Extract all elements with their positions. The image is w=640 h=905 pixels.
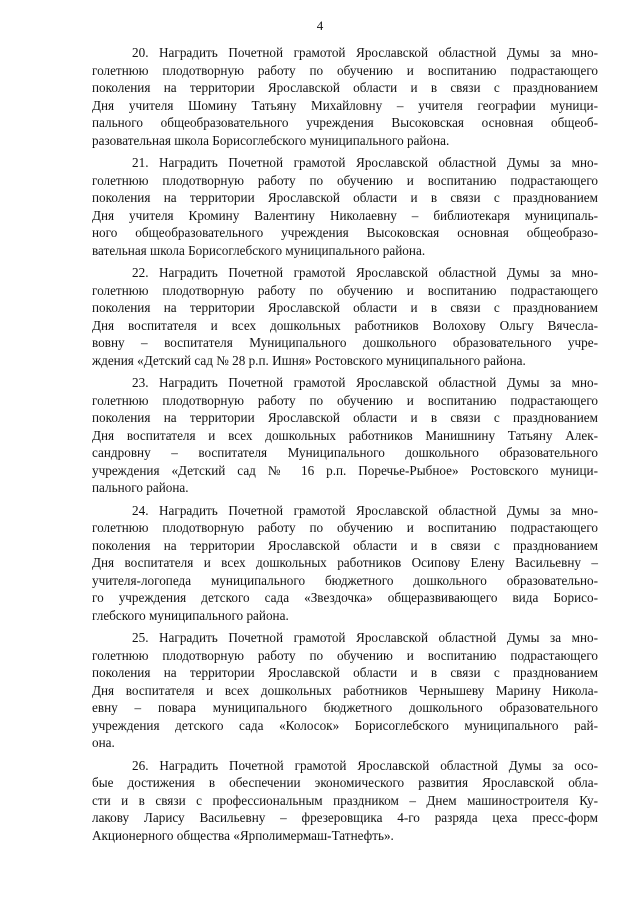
paragraph-line: Дня воспитателя и всех дошкольных работников Манишнину Татьяну Алек-: [92, 427, 598, 443]
paragraph-line: сандровну – воспитателя Муниципального дошкольного образовательного: [92, 445, 598, 460]
document-body: [92, 44, 598, 849]
paragraph-line: 24. Наградить Почетной грамотой Ярославской областной Думы за мно-: [132, 502, 598, 518]
paragraph-line: 23. Наградить Почетной грамотой Ярославской областной Думы за мно-: [132, 375, 598, 390]
paragraph-line: поколения на территории Ярославской области и в связи с празднованием: [92, 80, 598, 95]
paragraph-line: Дня воспитателя и всех дошкольных работников Осипову Елену Васильевну –: [92, 555, 598, 570]
paragraph-line: голетнюю плодотворную работу по обучению и воспитанию подрастающего: [92, 392, 598, 408]
award-paragraph: [92, 502, 598, 625]
award-paragraph: [92, 154, 598, 259]
paragraph-line: голетнюю плодотворную работу по обучению и воспитанию подрастающего: [92, 282, 598, 298]
paragraph-line: голетнюю плодотворную работу по обучению и воспитанию подрастающего: [92, 172, 598, 188]
paragraph-line: пального района.: [92, 480, 189, 495]
page-number: 4: [316, 18, 324, 33]
paragraph-line: лакову Ларису Васильевну – фрезеровщика 4-го разряда цеха пресс-форм: [92, 810, 598, 825]
award-paragraph: [92, 44, 598, 149]
paragraph-line: глебского муниципального района.: [92, 607, 289, 623]
paragraph-line: поколения на территории Ярославской области и в связи с празднованием: [92, 665, 598, 680]
paragraph-line: вовну – воспитателя Муниципального дошкольного образовательного учре-: [92, 335, 598, 350]
paragraph-line: поколения на территории Ярославской области и в связи с празднованием: [92, 537, 598, 553]
paragraph-line: сти и в связи с профессиональным праздником – Днем машиностроителя Ку-: [92, 792, 598, 808]
paragraph-line: ного общеобразовательного учреждения Высоковская основная общеобразо-: [92, 225, 598, 240]
paragraph-line: 20. Наградить Почетной грамотой Ярославской областной Думы за мно-: [132, 45, 598, 60]
paragraph-line: Дня учителя Шомину Татьяну Михайловну – учителя географии муници-: [92, 97, 598, 113]
paragraph-line: голетнюю плодотворную работу по обучению и воспитанию подрастающего: [92, 62, 598, 78]
paragraph-line: Дня воспитателя и всех дошкольных работников Волохову Ольгу Вячесла-: [92, 317, 598, 333]
award-paragraph: [92, 757, 598, 845]
paragraph-line: 21. Наградить Почетной грамотой Ярославской областной Думы за мно-: [132, 155, 598, 170]
paragraph-line: ждения «Детский сад № 28 р.п. Ишня» Ростовского муниципального района.: [92, 352, 526, 368]
paragraph-line: Дня воспитателя и всех дошкольных работников Чернышеву Марину Никола-: [92, 682, 598, 698]
award-paragraph: [92, 629, 598, 752]
paragraph-line: поколения на территории Ярославской области и в связи с празднованием: [92, 300, 598, 315]
paragraph-line: учителя-логопеда муниципального бюджетного дошкольного образовательно-: [92, 572, 598, 588]
paragraph-line: Акционерного общества «Ярполимермаш-Татнефть».: [92, 827, 394, 843]
paragraph-line: 22. Наградить Почетной грамотой Ярославской областной Думы за мно-: [132, 265, 598, 280]
paragraph-line: она.: [92, 735, 115, 750]
paragraph-line: бые достижения в обеспечении экономического развития Ярославской обла-: [92, 775, 598, 790]
paragraph-line: пального общеобразовательного учреждения Высоковская основная общеоб-: [92, 115, 598, 130]
paragraph-line: вательная школа Борисоглебского муниципального района.: [92, 242, 426, 258]
paragraph-line: евну – повара муниципального бюджетного дошкольного образовательного: [92, 700, 598, 715]
paragraph-line: учреждения «Детский сад № 16 р.п. Поречье-Рыбное» Ростовского муници-: [92, 462, 598, 478]
paragraph-line: голетнюю плодотворную работу по обучению и воспитанию подрастающего: [92, 520, 598, 535]
award-paragraph: [92, 374, 598, 497]
award-paragraph: [92, 264, 598, 369]
paragraph-line: поколения на территории Ярославской области и в связи с празднованием: [92, 410, 598, 425]
paragraph-line: Дня учителя Кромину Валентину Николаевну – библиотекаря муниципаль-: [92, 207, 598, 223]
paragraph-line: разовательная школа Борисоглебского муниципального района.: [92, 132, 450, 148]
paragraph-line: учреждения детского сада «Колосок» Борисоглебского муниципального рай-: [92, 717, 598, 733]
paragraph-line: 26. Наградить Почетной грамотой Ярославской областной Думы за осо-: [132, 757, 598, 773]
paragraph-line: го учреждения детского сада «Звездочка» общеразвивающего вида Борисо-: [92, 590, 598, 605]
paragraph-line: поколения на территории Ярославской области и в связи с празднованием: [92, 190, 598, 205]
paragraph-line: 25. Наградить Почетной грамотой Ярославской областной Думы за мно-: [132, 630, 598, 645]
paragraph-line: голетнюю плодотворную работу по обучению и воспитанию подрастающего: [92, 647, 598, 663]
